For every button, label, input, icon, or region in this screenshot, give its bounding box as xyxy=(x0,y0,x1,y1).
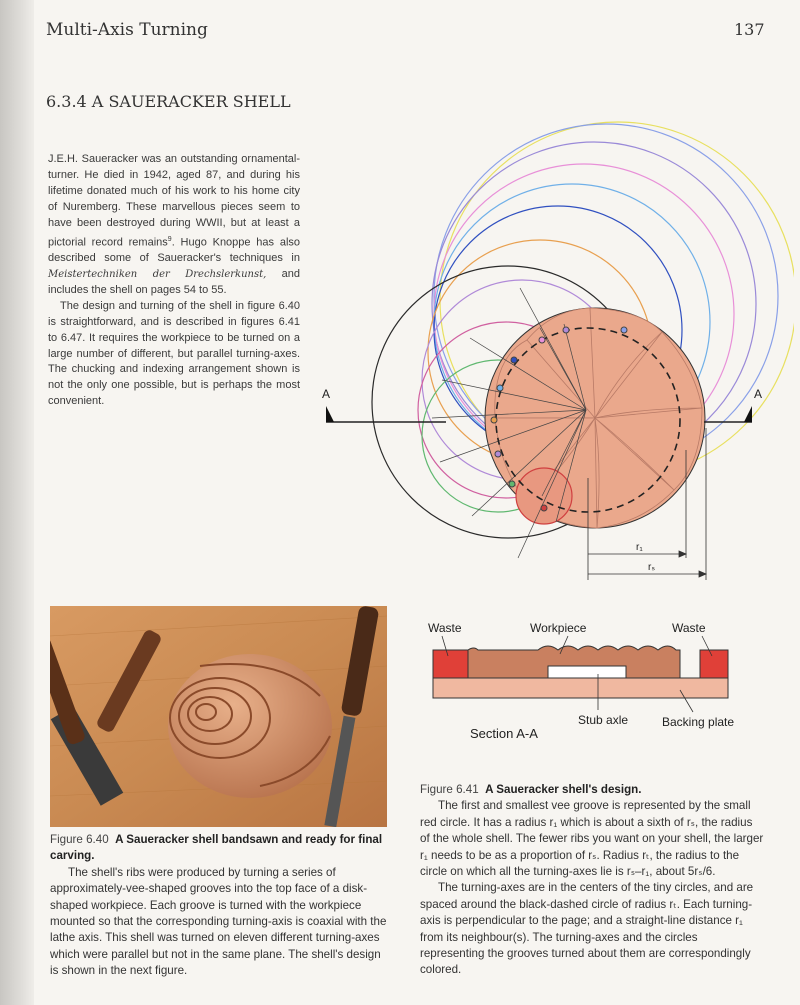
label-waste-left: Waste xyxy=(428,621,462,635)
section-marker-right: A xyxy=(754,387,763,401)
section-aa-diagram xyxy=(418,614,763,748)
body-text xyxy=(48,152,300,410)
body-p1-part-a: J.E.H. Saueracker was an outstanding ornamental-turner. He died in 1942, aged 87, and during his lifetime donated much of his work to his home city of Nuremberg. These marvellous pieces seem to have been destroyed during WWII, but at least a pictorial record remains xyxy=(48,153,300,249)
dimension-label-rs: rₛ xyxy=(648,562,656,573)
label-waste-right: Waste xyxy=(672,621,706,635)
label-workpiece: Workpiece xyxy=(530,621,587,635)
book-gutter-shadow xyxy=(0,0,34,1005)
dimension-label-r1: r₁ xyxy=(636,542,643,553)
figure-6-41-paragraph-2: The turning-axes are in the centers of the tiny circles, and are spaced around the black-dashed circle of radius rₜ. Each turning-axis is perpendicular to the page; and a straight-line distance r₁ from its neighbour(s). The turning-axes and the circles representing the grooves turned about them are correspondingly colored. xyxy=(420,881,754,977)
body-paragraph-2: The design and turning of the shell in figure 6.40 is straightforward, and is described in figures 6.41 to 6.47. It requires the workpiece to be turned on a large number of different, but parallel turning-axes. The chucking and indexing arrangement shown is not the only one possible, but is perhaps the most convenient. xyxy=(48,299,300,408)
figure-6-41-paragraph-1: The first and smallest vee groove is represented by the small red circle. It has a radius r₁ which is about a sixth of rₛ, the radius of the whole shell. The fewer ribs you want on your shell, the larger r₁ needs to be as a proportion of rₛ. Radius rₜ, the radius to the circle on which all the turning-axes lie is rₛ–r₁, about 5rₛ/6. xyxy=(420,799,764,879)
label-backing-plate: Backing plate xyxy=(662,715,735,729)
figure-6-41-label: Figure 6.41 xyxy=(420,783,479,796)
waste-left-block xyxy=(433,650,468,678)
figure-6-40-title: A Saueracker shell bandsawn and ready for final carving. xyxy=(50,833,383,863)
section-marker-left: A xyxy=(322,387,331,401)
backing-plate xyxy=(433,678,728,698)
groove-circle-red xyxy=(516,468,572,524)
shell-photo xyxy=(50,606,387,827)
body-paragraph-1 xyxy=(48,152,300,299)
body-p1-part-c: and includes the shell on pages 54 to 55. xyxy=(48,268,300,296)
shell-body xyxy=(485,308,705,528)
stub-axle xyxy=(548,666,626,678)
figure-6-40-caption xyxy=(50,832,388,980)
waste-right-block xyxy=(700,650,728,678)
footnote-ref: 9 xyxy=(167,235,172,243)
page-number: 137 xyxy=(734,20,765,39)
section-aa-title: Section A-A xyxy=(470,726,538,741)
figure-6-40-heading xyxy=(50,832,388,865)
shell-design-diagram xyxy=(322,118,794,586)
carved-shell xyxy=(168,654,332,798)
section-heading: 6.3.4 A SAUERACKER SHELL xyxy=(46,92,291,111)
figure-6-40-label: Figure 6.40 xyxy=(50,833,109,846)
figure-6-41-heading xyxy=(420,782,764,798)
body-p1-part-b: . Hugo Knoppe has also described some of Saueracker's techniques in xyxy=(48,236,301,265)
figure-6-41-title: A Saueracker shell's design. xyxy=(485,783,642,796)
label-stub-axle: Stub axle xyxy=(578,713,629,727)
running-title: Multi-Axis Turning xyxy=(46,20,208,40)
figure-6-40-text: The shell's ribs were produced by turning a series of approximately-vee-shaped grooves into the top face of a disk-shaped workpiece. Each groove is turned with the workpiece mounted so that the corresponding turning-axis is coaxial with the lathe axis. This shell was turned on eleven different turning-axes which were parallel but not in the same plane. The shell's design is shown in the next figure. xyxy=(50,865,387,978)
figure-6-41-caption xyxy=(420,782,764,979)
book-title-italic: Meistertechniken der Drechslerkunst, xyxy=(48,269,267,280)
